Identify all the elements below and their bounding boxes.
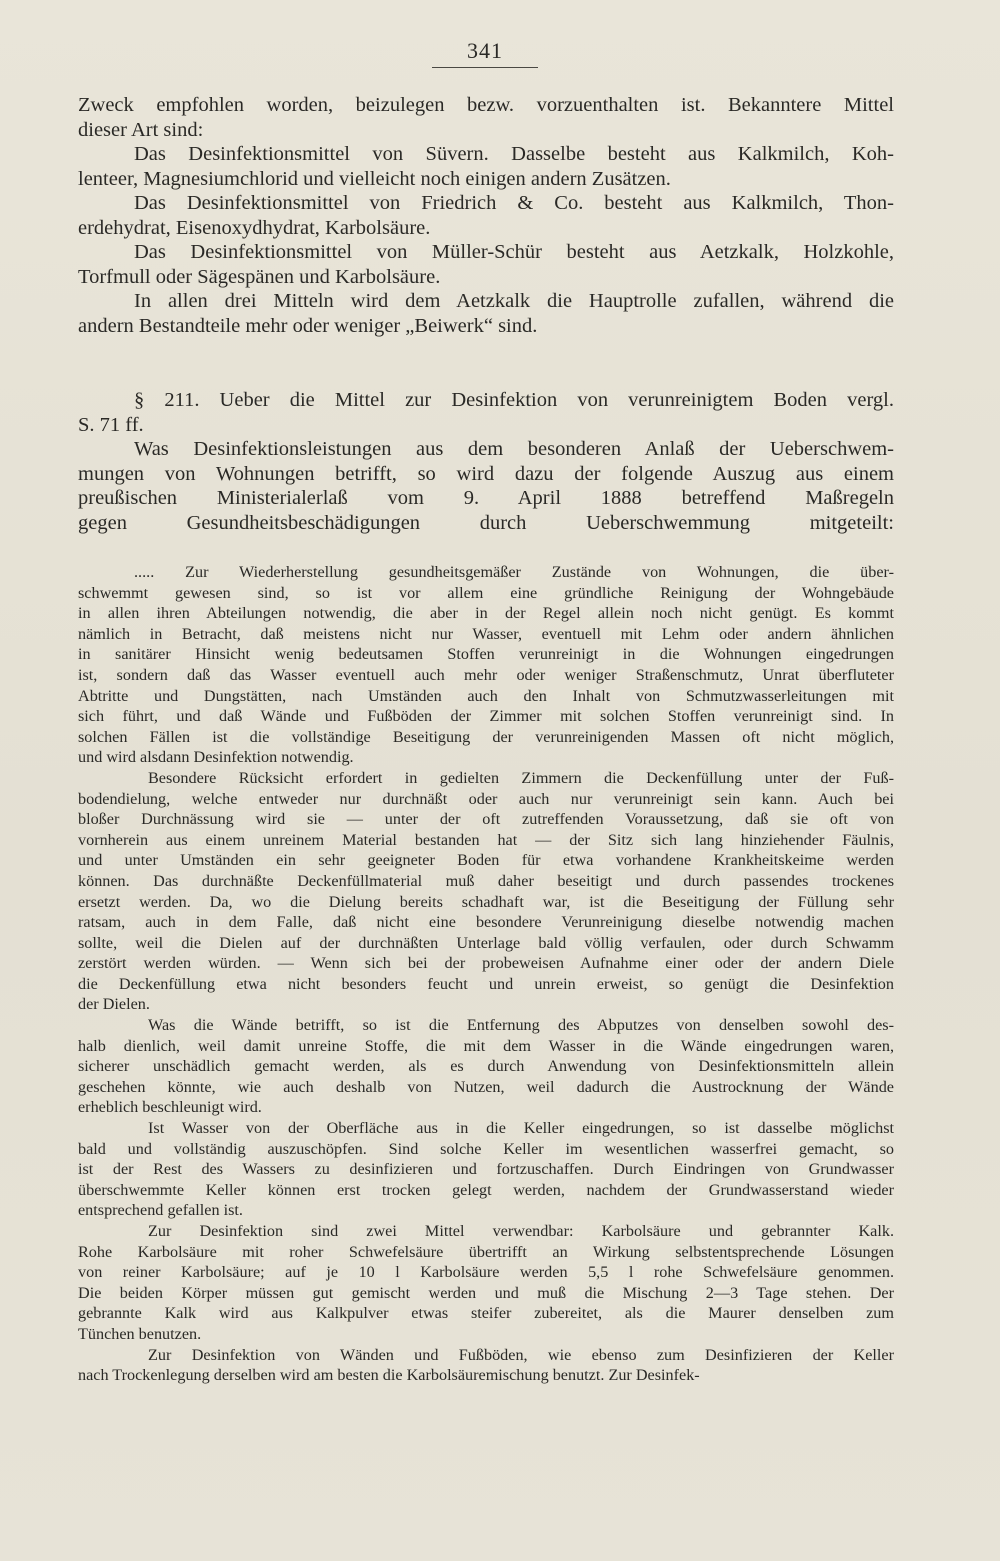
excerpt-line: ist, sondern daß das Wasser eventuell auch mehr oder weniger Straßenschmutz, Unrat überfluteter <box>78 665 894 684</box>
excerpt-line: ratsam, auch in dem Falle, daß nicht eine besondere Verunreinigung dieselbe notwendig machen <box>78 913 894 932</box>
excerpt-line: zerstört werden würden. — Wenn sich bei der probeweisen Aufnahme einer oder der andern Diele <box>78 954 894 973</box>
text-line: lenteer, Magnesiumchlorid und vielleicht noch einigen andern Zusätzen. <box>78 167 671 190</box>
excerpt-line: in allen ihren Abteilungen notwendig, die aber in der Regel allein noch nicht genügt. Es kommt <box>78 604 894 623</box>
text-line: Das Desinfektionsmittel von Friedrich & Co. besteht aus Kalkmilch, Thon- <box>134 192 894 214</box>
excerpt-line: der Dielen. <box>78 995 150 1014</box>
opening-text-block <box>78 93 894 338</box>
excerpt-line: ist der Rest des Wassers zu desinfizieren und fortzuschaffen. Durch Eindringen von Grundwasser <box>78 1160 894 1179</box>
excerpt-line: nach Trockenlegung derselben wird am besten die Karbolsäuremischung benutzt. Zur Desinfek- <box>78 1366 700 1385</box>
page-number: 341 <box>467 38 503 63</box>
excerpt-line: und unter Umständen ein sehr geeigneter Boden für etwa vorhandene Krankheitskeime werden <box>78 851 894 870</box>
excerpt-line: Zur Desinfektion von Wänden und Fußböden, wie ebenso zum Desinfizieren der Keller <box>148 1345 894 1364</box>
text-line: Das Desinfektionsmittel von Müller-Schür besteht aus Aetzkalk, Holzkohle, <box>134 241 894 263</box>
text-line: gegen Gesundheitsbeschädigungen durch Ueberschwemmung mitgeteilt: <box>78 511 894 534</box>
text-line: erdehydrat, Eisenoxydhydrat, Karbolsäure. <box>78 216 431 239</box>
text-line: In allen drei Mitteln wird dem Aetzkalk die Hauptrolle zufallen, während die <box>134 290 894 312</box>
excerpt-line: Ist Wasser von der Oberfläche aus in die Keller eingedrungen, so ist dasselbe möglichst <box>148 1119 894 1138</box>
header-rule <box>432 67 538 68</box>
section-heading-line: § 211. Ueber die Mittel zur Desinfektion von verunreinigtem Boden vergl. <box>134 389 894 411</box>
excerpt-line: solchen Fällen ist die vollständige Beseitigung der verunreinigenden Massen oft nicht möglich, <box>78 727 894 746</box>
excerpt-line: Tünchen benutzen. <box>78 1324 202 1343</box>
excerpt-line: bald und vollständig auszuschöpfen. Sind solche Keller im wesentlichen wasserfrei gemacht, so <box>78 1139 894 1158</box>
excerpt-line: vornherein aus einem unreinem Material bestanden hat — der Sitz sich lang hinziehender Fäulnis, <box>78 830 894 849</box>
excerpt-line: Abtritte und Dungstätten, nach Umständen auch den Inhalt von Schmutzwasserleitungen mit <box>78 686 894 705</box>
decree-excerpt-block <box>78 562 894 1386</box>
excerpt-line: sollte, weil die Dielen auf der durchnäßten Unterlage bald völlig verfaulen, oder durch Schwamm <box>78 933 894 952</box>
excerpt-line: bloßer Durchnässung wird sie — unter der oft zutreffenden Voraussetzung, daß sie oft von <box>78 810 894 829</box>
section-211-block <box>78 388 894 535</box>
excerpt-line: halb dienlich, weil damit unreine Stoffe, die mit dem Wasser in die Wände eingedrungen waren, <box>78 1036 894 1055</box>
excerpt-line: erheblich beschleunigt wird. <box>78 1098 262 1117</box>
excerpt-line: nämlich in Betracht, daß meistens nicht nur Wasser, eventuell mit Lehm oder andern ähnlichen <box>78 624 894 643</box>
excerpt-line: ..... Zur Wiederherstellung gesundheitsgemäßer Zustände von Wohnungen, die über- <box>134 563 894 581</box>
text-line: Was Desinfektionsleistungen aus dem besonderen Anlaß der Ueberschwem- <box>134 438 894 460</box>
excerpt-line: in sanitärer Hinsicht wenig bedeutsamen Stoffen verunreinigt in die Wohnungen eingedrungen <box>78 645 894 664</box>
excerpt-line: Besondere Rücksicht erfordert in gedielten Zimmern die Deckenfüllung unter der Fuß- <box>148 768 894 787</box>
excerpt-line: entsprechend gefallen ist. <box>78 1201 243 1220</box>
excerpt-line: Die beiden Körper müssen gut gemischt werden und muß die Mischung 2—3 Tage stehen. Der <box>78 1283 894 1302</box>
text-line: dieser Art sind: <box>78 118 204 141</box>
excerpt-line: die Deckenfüllung etwa nicht besonders feucht und unrein erweist, so genügt die Desinfektion <box>78 974 894 993</box>
excerpt-line: überschwemmte Keller können erst trocken gelegt werden, nachdem der Grundwasserstand wieder <box>78 1180 894 1199</box>
excerpt-line: von reiner Karbolsäure; auf je 10 l Karbolsäure werden 5,5 l rohe Schwefelsäure genommen. <box>78 1263 894 1282</box>
excerpt-line: Rohe Karbolsäure mit roher Schwefelsäure übertrifft an Wirkung selbstentsprechende Lösungen <box>78 1242 894 1261</box>
excerpt-line: sich führt, und daß Wände und Fußböden der Zimmer mit solchen Stoffen verunreinigt sind. In <box>78 707 894 726</box>
excerpt-line: schwemmt gewesen sind, so ist vor allem eine gründliche Reinigung der Wohngebäude <box>78 583 894 602</box>
excerpt-line: bodendielung, welche entweder nur durchnäßt oder auch nur verunreinigt sein kann. Auch bei <box>78 789 894 808</box>
excerpt-line: sicherer unschädlich gemacht werden, als es durch Anwendung von Desinfektionsmitteln allein <box>78 1057 894 1076</box>
text-line: S. 71 ff. <box>78 413 144 436</box>
text-line: Zweck empfohlen worden, beizulegen bezw. vorzuenthalten ist. Bekanntere Mittel <box>78 94 894 116</box>
excerpt-line: Was die Wände betrifft, so ist die Entfernung des Abputzes von denselben sowohl des- <box>148 1016 894 1035</box>
excerpt-line: gebrannte Kalk wird aus Kalkpulver etwas steifer zubereitet, als die Maurer denselben zum <box>78 1304 894 1323</box>
excerpt-line: ersetzt werden. Da, wo die Dielung bereits schadhaft war, ist die Beseitigung der Füllung sehr <box>78 892 894 911</box>
excerpt-line: können. Das durchnäßte Deckenfüllmaterial muß daher beseitigt und durch passendes trockenes <box>78 871 894 890</box>
text-line: preußischen Ministerialerlaß vom 9. April 1888 betreffend Maßregeln <box>78 487 894 509</box>
text-line: Das Desinfektionsmittel von Süvern. Dasselbe besteht aus Kalkmilch, Koh- <box>134 143 894 165</box>
excerpt-line: und wird alsdann Desinfektion notwendig. <box>78 748 354 767</box>
text-line: andern Bestandteile mehr oder weniger „Beiwerk“ sind. <box>78 314 538 337</box>
excerpt-line: geschehen könnte, wie auch deshalb von Nutzen, weil dadurch die Austrocknung der Wände <box>78 1077 894 1096</box>
excerpt-line: Zur Desinfektion sind zwei Mittel verwendbar: Karbolsäure und gebrannter Kalk. <box>148 1222 894 1240</box>
text-line: Torfmull oder Sägespänen und Karbolsäure. <box>78 265 441 288</box>
text-line: mungen von Wohnungen betrifft, so wird dazu der folgende Auszug aus einem <box>78 462 894 485</box>
